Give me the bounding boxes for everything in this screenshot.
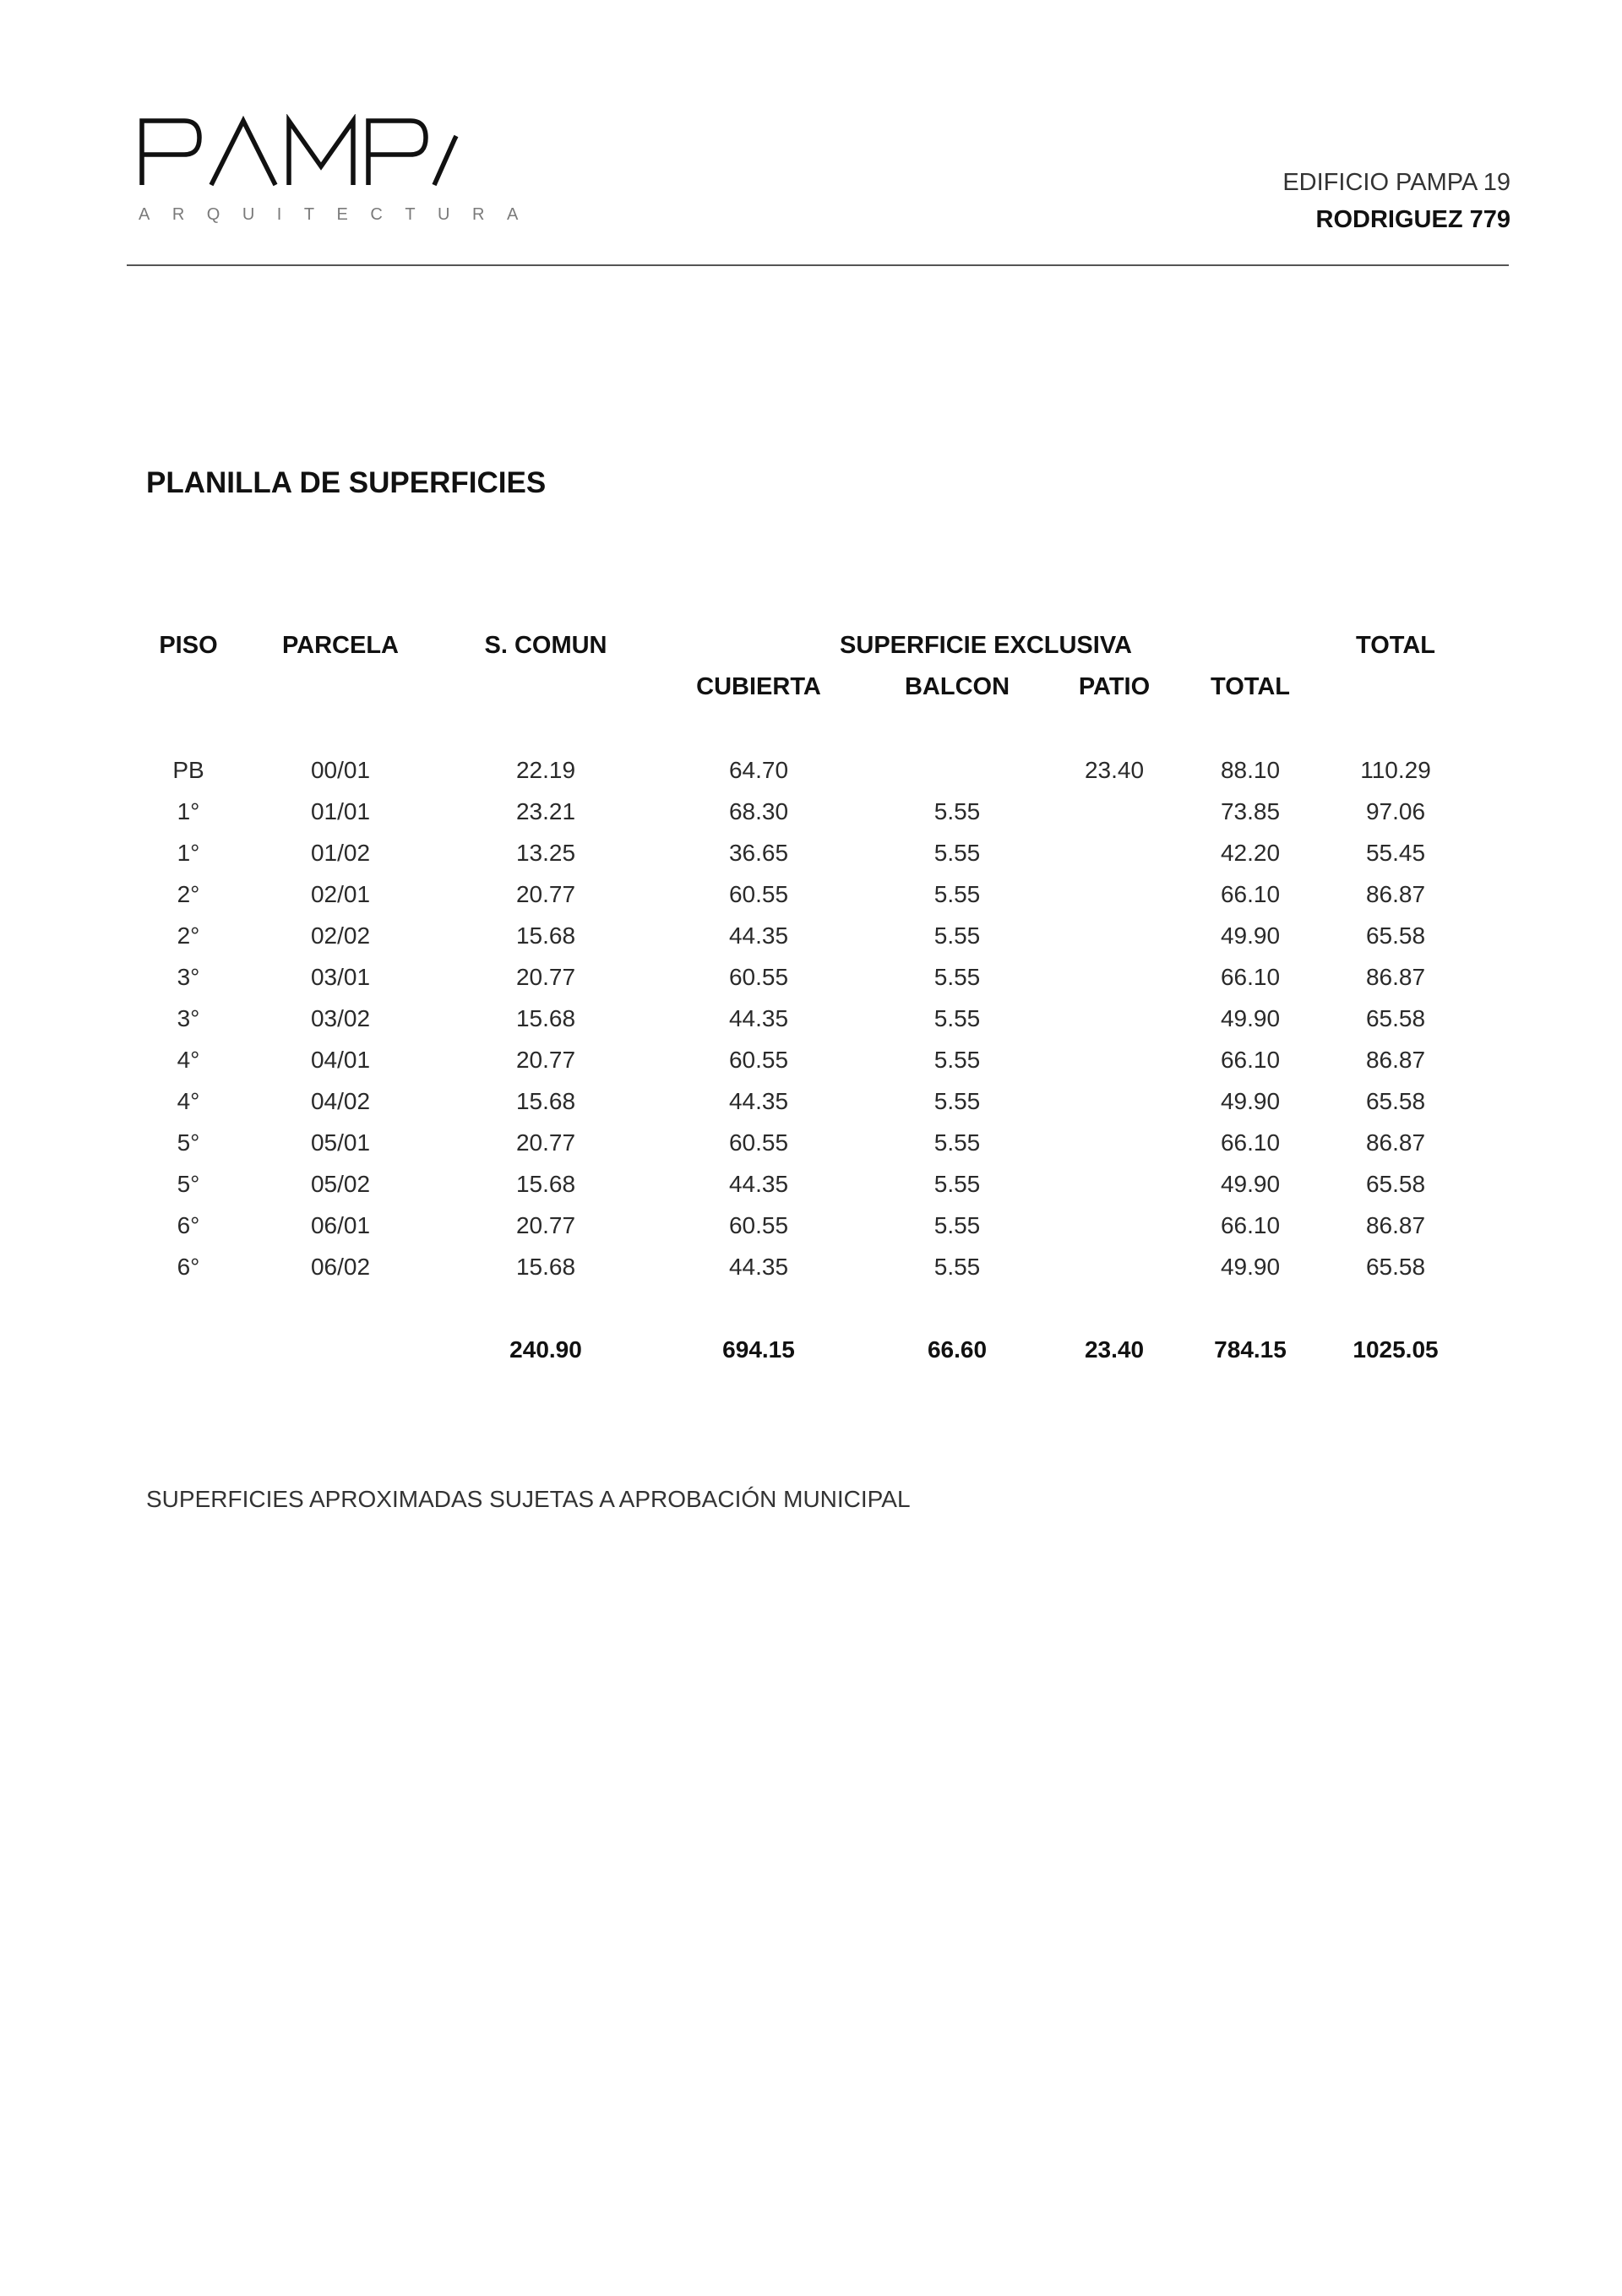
cell-total: 110.29 (1360, 757, 1431, 783)
cell-cubierta: 44.35 (728, 922, 789, 949)
cell-cubierta: 60.55 (728, 881, 789, 907)
cell-parcela: 02/01 (310, 881, 371, 907)
approval-note: SUPERFICIES APROXIMADAS SUJETAS A APROBACIÓN MUNICIPAL (146, 1486, 911, 1512)
project-info (1282, 164, 1510, 238)
cell-cubierta: 60.55 (728, 964, 789, 990)
cell-piso: 3° (177, 1005, 200, 1031)
cell-total: 65.58 (1365, 1254, 1426, 1280)
cell-balcon: 5.55 (933, 922, 981, 949)
cell-total: 86.87 (1365, 1129, 1426, 1156)
cell-cubierta: 60.55 (728, 1212, 789, 1238)
cell-total-exclusiva: 66.10 (1220, 1047, 1281, 1073)
cell-parcela: 04/01 (310, 1047, 371, 1073)
cell-piso: 3° (177, 964, 200, 990)
cell-parcela: 03/02 (310, 1005, 371, 1031)
cell-s-comun: 15.68 (515, 1005, 576, 1031)
cell-parcela: 06/01 (310, 1212, 371, 1238)
cell-parcela: 05/01 (310, 1129, 371, 1156)
cell-parcela: 06/02 (310, 1254, 371, 1280)
cell-total: 55.45 (1365, 840, 1426, 866)
cell-total-exclusiva: 49.90 (1220, 1005, 1281, 1031)
cell-cubierta: 44.35 (728, 1005, 789, 1031)
cell-s-comun: 20.77 (515, 881, 576, 907)
cell-total-exclusiva: 49.90 (1220, 1088, 1281, 1114)
header-piso: PISO (159, 632, 218, 659)
cell-piso: 4° (177, 1047, 200, 1073)
cell-s-comun: 15.68 (515, 1171, 576, 1197)
header-total-exclusiva: TOTAL (1211, 673, 1290, 700)
cell-total-exclusiva: 66.10 (1220, 881, 1281, 907)
cell-parcela: 01/01 (310, 798, 371, 824)
cell-cubierta: 44.35 (728, 1254, 789, 1280)
project-name: EDIFICIO PAMPA 19 (1282, 169, 1510, 196)
cell-parcela: 04/02 (310, 1088, 371, 1114)
cell-balcon: 5.55 (933, 798, 981, 824)
logo-subtitle: ARQUITECTURA (139, 205, 541, 224)
cell-cubierta: 60.55 (728, 1129, 789, 1156)
cell-total: 86.87 (1365, 1047, 1426, 1073)
cell-piso: 4° (177, 1088, 200, 1114)
pampa-logo-mark (137, 114, 475, 190)
cell-total-exclusiva: 88.10 (1220, 757, 1281, 783)
cell-total: 86.87 (1365, 881, 1426, 907)
cell-s-comun: 20.77 (515, 964, 576, 990)
cell-balcon: 5.55 (933, 881, 981, 907)
cell-piso: 5° (177, 1129, 200, 1156)
cell-total: 65.58 (1365, 1088, 1426, 1114)
cell-s-comun: 15.68 (515, 1254, 576, 1280)
cell-s-comun: 15.68 (515, 1088, 576, 1114)
page-title: PLANILLA DE SUPERFICIES (146, 466, 547, 499)
cell-patio: 23.40 (1084, 757, 1145, 783)
cell-cubierta: 36.65 (728, 840, 789, 866)
cell-s-comun: 23.21 (515, 798, 576, 824)
cell-total: 86.87 (1365, 1212, 1426, 1238)
cell-piso: 1° (177, 798, 200, 824)
header-s-comun: S. COMUN (484, 632, 607, 659)
cell-piso: 2° (177, 881, 200, 907)
cell-total: 97.06 (1365, 798, 1426, 824)
cell-piso: 5° (177, 1171, 200, 1197)
cell-balcon: 5.55 (933, 1047, 981, 1073)
total-cubierta: 694.15 (722, 1336, 795, 1363)
cell-cubierta: 44.35 (728, 1088, 789, 1114)
cell-s-comun: 13.25 (515, 840, 576, 866)
cell-piso: 6° (177, 1254, 200, 1280)
cell-balcon: 5.55 (933, 964, 981, 990)
total-balcon: 66.60 (927, 1336, 988, 1363)
cell-s-comun: 22.19 (515, 757, 576, 783)
cell-cubierta: 64.70 (728, 757, 789, 783)
cell-total-exclusiva: 42.20 (1220, 840, 1281, 866)
cell-parcela: 03/01 (310, 964, 371, 990)
header-divider (127, 264, 1509, 266)
total-total: 1025.05 (1353, 1336, 1439, 1363)
header-balcon: BALCON (904, 673, 1010, 700)
total-patio: 23.40 (1084, 1336, 1145, 1363)
header-parcela: PARCELA (281, 632, 400, 659)
cell-total-exclusiva: 49.90 (1220, 922, 1281, 949)
cell-total-exclusiva: 66.10 (1220, 964, 1281, 990)
cell-parcela: 02/02 (310, 922, 371, 949)
cell-piso: 1° (177, 840, 200, 866)
cell-total-exclusiva: 73.85 (1220, 798, 1281, 824)
cell-s-comun: 15.68 (515, 922, 576, 949)
header-cubierta: CUBIERTA (696, 673, 821, 700)
cell-piso: 2° (177, 922, 200, 949)
project-address: RODRIGUEZ 779 (1315, 206, 1510, 233)
cell-total-exclusiva: 49.90 (1220, 1254, 1281, 1280)
cell-total-exclusiva: 66.10 (1220, 1212, 1281, 1238)
pampa-logo (137, 114, 541, 232)
cell-total: 65.58 (1365, 1171, 1426, 1197)
cell-total: 86.87 (1365, 964, 1426, 990)
cell-balcon: 5.55 (933, 1171, 981, 1197)
cell-cubierta: 60.55 (728, 1047, 789, 1073)
cell-parcela: 00/01 (310, 757, 371, 783)
cell-cubierta: 68.30 (728, 798, 789, 824)
cell-s-comun: 20.77 (515, 1129, 576, 1156)
total-s-comun: 240.90 (509, 1336, 582, 1363)
header-total: TOTAL (1356, 632, 1435, 659)
total-total-exclusiva: 784.15 (1214, 1336, 1287, 1363)
cell-total-exclusiva: 49.90 (1220, 1171, 1281, 1197)
cell-total: 65.58 (1365, 1005, 1426, 1031)
cell-piso: PB (172, 757, 204, 783)
cell-balcon: 5.55 (933, 840, 981, 866)
cell-cubierta: 44.35 (728, 1171, 789, 1197)
cell-balcon: 5.55 (933, 1254, 981, 1280)
header-patio: PATIO (1078, 673, 1151, 700)
cell-balcon: 5.55 (933, 1088, 981, 1114)
cell-balcon: 5.55 (933, 1005, 981, 1031)
cell-s-comun: 20.77 (515, 1212, 576, 1238)
cell-parcela: 01/02 (310, 840, 371, 866)
cell-parcela: 05/02 (310, 1171, 371, 1197)
cell-total-exclusiva: 66.10 (1220, 1129, 1281, 1156)
cell-balcon: 5.55 (933, 1212, 981, 1238)
cell-balcon: 5.55 (933, 1129, 981, 1156)
cell-total: 65.58 (1365, 922, 1426, 949)
cell-s-comun: 20.77 (515, 1047, 576, 1073)
header-superficie-exclusiva: SUPERFICIE EXCLUSIVA (840, 632, 1132, 659)
cell-piso: 6° (177, 1212, 200, 1238)
